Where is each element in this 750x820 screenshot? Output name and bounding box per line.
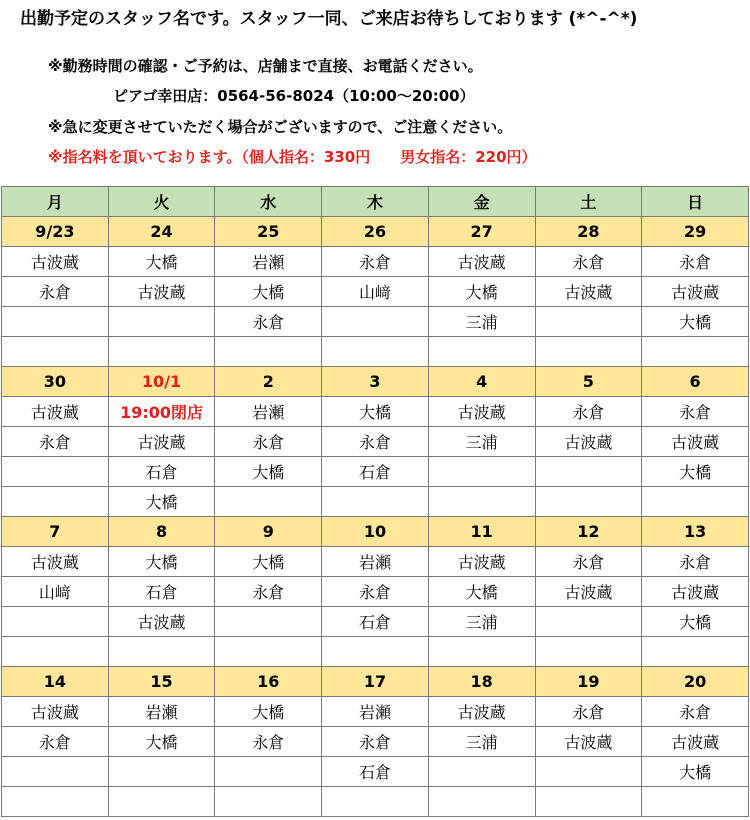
staff-cell: 岩瀬 [322, 547, 429, 577]
date-cell: 5 [535, 367, 642, 397]
staff-cell: 古波蔵 [535, 577, 642, 607]
weekday-header: 土 [535, 187, 642, 217]
date-row [2, 517, 749, 547]
staff-row [2, 637, 749, 667]
staff-cell [2, 757, 109, 787]
date-cell: 2 [215, 367, 322, 397]
staff-row [2, 757, 749, 787]
staff-cell: 古波蔵 [428, 547, 535, 577]
staff-cell: 永倉 [215, 727, 322, 757]
staff-cell [322, 637, 429, 667]
date-cell: 9/23 [2, 217, 109, 247]
staff-cell [108, 757, 215, 787]
staff-cell: 石倉 [322, 607, 429, 637]
staff-cell [2, 787, 109, 817]
staff-cell: 永倉 [642, 547, 749, 577]
staff-cell: 大橋 [108, 247, 215, 277]
date-cell: 27 [428, 217, 535, 247]
staff-cell [215, 787, 322, 817]
staff-cell [642, 787, 749, 817]
staff-cell: 大橋 [642, 607, 749, 637]
date-cell: 15 [108, 667, 215, 697]
staff-cell: 永倉 [642, 397, 749, 427]
staff-cell: 石倉 [108, 457, 215, 487]
staff-cell: 永倉 [642, 247, 749, 277]
staff-cell: 大橋 [428, 577, 535, 607]
staff-cell: 永倉 [322, 427, 429, 457]
staff-cell [2, 607, 109, 637]
shop-contact: ピアゴ幸田店：0564-56-8024（10:00～20:00） [113, 87, 475, 105]
date-cell: 26 [322, 217, 429, 247]
staff-cell [642, 487, 749, 517]
staff-cell [535, 487, 642, 517]
staff-cell: 古波蔵 [642, 577, 749, 607]
staff-cell [428, 487, 535, 517]
staff-cell [215, 487, 322, 517]
staff-cell: 大橋 [215, 697, 322, 727]
staff-cell: 大橋 [642, 757, 749, 787]
staff-cell: 山﨑 [2, 577, 109, 607]
staff-cell: 三浦 [428, 307, 535, 337]
staff-cell [535, 337, 642, 367]
staff-cell: 永倉 [535, 547, 642, 577]
staff-cell: 岩瀬 [108, 697, 215, 727]
staff-cell: 永倉 [215, 307, 322, 337]
date-cell: 18 [428, 667, 535, 697]
staff-cell: 古波蔵 [535, 727, 642, 757]
staff-cell: 岩瀬 [215, 247, 322, 277]
staff-cell [428, 457, 535, 487]
staff-cell: 古波蔵 [2, 397, 109, 427]
staff-cell: 古波蔵 [2, 697, 109, 727]
staff-cell: 古波蔵 [642, 727, 749, 757]
staff-row [2, 277, 749, 307]
date-cell: 10 [322, 517, 429, 547]
date-cell: 12 [535, 517, 642, 547]
date-cell: 24 [108, 217, 215, 247]
staff-cell [108, 637, 215, 667]
staff-cell [2, 307, 109, 337]
staff-cell: 大橋 [215, 457, 322, 487]
staff-cell: 岩瀬 [215, 397, 322, 427]
staff-row [2, 307, 749, 337]
staff-cell: 永倉 [535, 697, 642, 727]
staff-cell [642, 337, 749, 367]
staff-cell [215, 757, 322, 787]
staff-cell: 大橋 [428, 277, 535, 307]
date-cell: 25 [215, 217, 322, 247]
staff-cell: 永倉 [2, 277, 109, 307]
staff-cell: 三浦 [428, 607, 535, 637]
staff-row [2, 247, 749, 277]
weekday-header: 月 [2, 187, 109, 217]
weekday-header: 木 [322, 187, 429, 217]
staff-cell: 古波蔵 [428, 697, 535, 727]
date-cell: 28 [535, 217, 642, 247]
change-note: ※急に変更させていただく場合がございますので、ご注意ください。 [48, 118, 513, 136]
staff-row [2, 697, 749, 727]
staff-cell: 岩瀬 [322, 697, 429, 727]
staff-cell: 三浦 [428, 727, 535, 757]
date-cell: 29 [642, 217, 749, 247]
staff-cell: 山﨑 [322, 277, 429, 307]
staff-cell: 古波蔵 [428, 247, 535, 277]
staff-cell [108, 337, 215, 367]
nomination-fee-note: ※指名料を頂いております。（個人指名：330円 男女指名：220円） [48, 148, 537, 166]
date-cell: 6 [642, 367, 749, 397]
schedule-body [2, 217, 749, 817]
date-cell: 9 [215, 517, 322, 547]
weekday-header: 日 [642, 187, 749, 217]
weekday-header: 火 [108, 187, 215, 217]
staff-cell [535, 757, 642, 787]
staff-cell: 大橋 [108, 547, 215, 577]
staff-cell: 石倉 [108, 577, 215, 607]
staff-cell [322, 307, 429, 337]
staff-cell [428, 757, 535, 787]
date-cell: 11 [428, 517, 535, 547]
staff-cell: 古波蔵 [108, 277, 215, 307]
staff-cell: 石倉 [322, 757, 429, 787]
staff-cell: 大橋 [642, 457, 749, 487]
staff-cell [535, 457, 642, 487]
staff-cell: 永倉 [322, 577, 429, 607]
date-cell: 3 [322, 367, 429, 397]
staff-cell: 19:00閉店 [108, 397, 215, 427]
date-cell: 30 [2, 367, 109, 397]
staff-row [2, 727, 749, 757]
staff-row [2, 397, 749, 427]
staff-cell: 古波蔵 [535, 277, 642, 307]
date-row [2, 667, 749, 697]
staff-cell: 大橋 [215, 547, 322, 577]
staff-cell [2, 337, 109, 367]
staff-cell [535, 307, 642, 337]
staff-cell: 永倉 [2, 427, 109, 457]
page-title: 出勤予定のスタッフ名です。スタッフ一同、ご来店お待ちしております (*^-^*) [20, 9, 638, 29]
staff-cell: 大橋 [215, 277, 322, 307]
staff-cell: 永倉 [215, 577, 322, 607]
staff-row [2, 577, 749, 607]
date-cell: 13 [642, 517, 749, 547]
staff-cell: 大橋 [642, 307, 749, 337]
weekday-header: 金 [428, 187, 535, 217]
date-cell: 17 [322, 667, 429, 697]
weekday-header-row [2, 187, 749, 217]
staff-cell [322, 487, 429, 517]
date-cell: 19 [535, 667, 642, 697]
staff-cell [322, 337, 429, 367]
staff-cell: 永倉 [535, 397, 642, 427]
staff-cell: 古波蔵 [642, 427, 749, 457]
staff-cell: 古波蔵 [2, 247, 109, 277]
staff-cell: 永倉 [322, 727, 429, 757]
staff-row [2, 427, 749, 457]
staff-row [2, 487, 749, 517]
staff-cell [2, 637, 109, 667]
staff-cell [642, 637, 749, 667]
staff-cell: 石倉 [322, 457, 429, 487]
staff-row [2, 547, 749, 577]
staff-cell [215, 337, 322, 367]
weekday-header: 水 [215, 187, 322, 217]
staff-cell: 大橋 [322, 397, 429, 427]
schedule-table [1, 186, 749, 817]
staff-cell: 永倉 [642, 697, 749, 727]
staff-cell: 古波蔵 [108, 607, 215, 637]
date-cell: 8 [108, 517, 215, 547]
date-row [2, 217, 749, 247]
staff-cell [108, 307, 215, 337]
staff-cell [322, 787, 429, 817]
staff-cell: 永倉 [215, 427, 322, 457]
staff-row [2, 337, 749, 367]
date-cell: 10/1 [108, 367, 215, 397]
staff-cell [2, 457, 109, 487]
staff-cell: 古波蔵 [108, 427, 215, 457]
staff-cell: 永倉 [2, 727, 109, 757]
staff-row [2, 787, 749, 817]
staff-cell: 古波蔵 [428, 397, 535, 427]
staff-cell [2, 487, 109, 517]
date-cell: 14 [2, 667, 109, 697]
date-cell: 4 [428, 367, 535, 397]
staff-cell [215, 607, 322, 637]
staff-cell: 古波蔵 [2, 547, 109, 577]
staff-cell [535, 787, 642, 817]
staff-cell: 永倉 [535, 247, 642, 277]
staff-cell: 三浦 [428, 427, 535, 457]
reservation-note: ※勤務時間の確認・ご予約は、店舗まで直接、お電話ください。 [48, 57, 483, 75]
staff-cell: 古波蔵 [535, 427, 642, 457]
staff-row [2, 607, 749, 637]
staff-cell: 大橋 [108, 727, 215, 757]
staff-cell: 古波蔵 [642, 277, 749, 307]
staff-row [2, 457, 749, 487]
staff-cell [215, 637, 322, 667]
staff-cell [108, 787, 215, 817]
date-row [2, 367, 749, 397]
date-cell: 7 [2, 517, 109, 547]
staff-cell [428, 787, 535, 817]
staff-cell [535, 607, 642, 637]
staff-cell: 永倉 [322, 247, 429, 277]
staff-cell [535, 637, 642, 667]
staff-cell [428, 637, 535, 667]
staff-cell [428, 337, 535, 367]
date-cell: 20 [642, 667, 749, 697]
date-cell: 16 [215, 667, 322, 697]
staff-cell: 大橋 [108, 487, 215, 517]
